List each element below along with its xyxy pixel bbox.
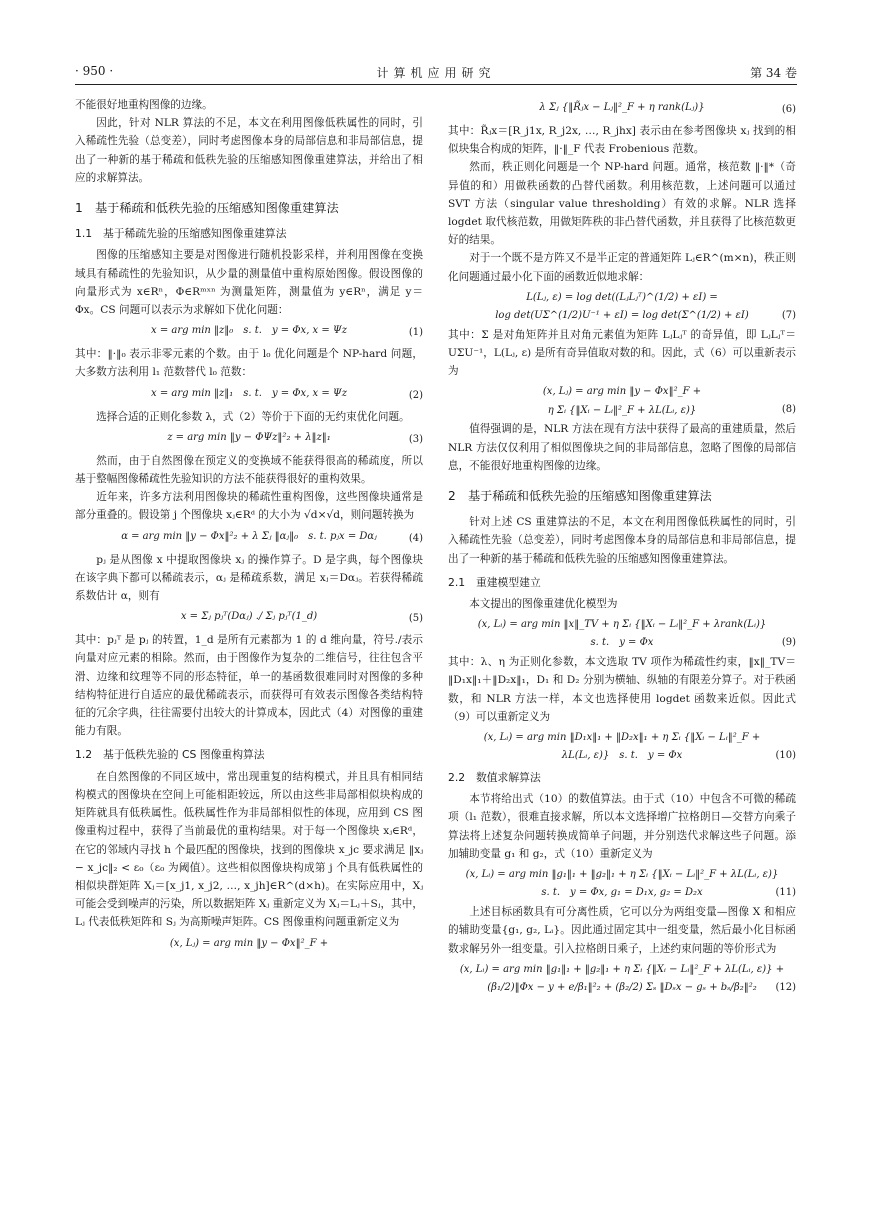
equation: z = arg min ‖y − ΦΨz‖²₂ + λ‖z‖₁ (3) — [75, 429, 423, 449]
equation: (x, Lᵢ) = arg min ‖x‖_TV + η Σᵢ {‖Xᵢ − Lᵢ‖²_F + λrank(Lᵢ)} s. t. y = Φx (9) — [448, 616, 796, 650]
equation: λ Σⱼ {‖R̃ⱼx − Lⱼ‖²_F + η rank(Lⱼ)} (6) — [448, 99, 796, 119]
equation-number: (9) — [781, 637, 796, 649]
left-column — [75, 96, 423, 958]
paragraph: 图像的压缩感知主要是对图像进行随机投影采样，并利用图像在变换域具有稀疏性的先验知识，从少量的测量值中重构原始图像。假设图像的向量形式为 x∈Rⁿ，Φ∈Rᵐˣⁿ 为测量矩阵，测量值为 y∈Rⁿ，满足 y＝Φx。CS 问题可以表示为求解如下优化问题： — [75, 249, 423, 317]
equation-number: (10) — [775, 750, 796, 762]
equation: (x, Lᵢ) = arg min ‖D₁x‖₁ + ‖D₂x‖₁ + η Σᵢ {‖Xᵢ − Lᵢ‖²_F + λL(Lᵢ, ε)} s. t. y = Φx (10) — [448, 729, 796, 763]
subsection-heading: 2.1 重建模型建立 — [448, 575, 541, 589]
paragraph: 选择合适的正则化参数 λ，式（2）等价于下面的无约束优化问题。 — [96, 410, 410, 423]
equation: x = arg min ‖z‖₁ s. t. y = Φx, x = Ψz (2) — [75, 385, 423, 405]
equation-number: (12) — [775, 981, 796, 993]
subsection-heading: 1.1 基于稀疏先验的压缩感知图像重建算法 — [75, 227, 287, 241]
paragraph: 其中：Σ 是对角矩阵并且对角元素值为矩阵 LⱼLⱼᵀ 的奇异值，即 LⱼLⱼᵀ＝UΣU⁻¹，L(Lⱼ, ε) 是所有奇异值取对数的和。因此，式（6）可以重新表示为 — [448, 328, 796, 378]
equation-number: (4) — [408, 532, 423, 544]
page-number: · 950 · — [75, 64, 114, 78]
equation-number: (5) — [408, 613, 423, 625]
paragraph: 然而，由于自然图像在预定义的变换域不能获得很高的稀疏度，所以基于整幅图像稀疏性先验知识的方法不能获得很好的重构效果。 — [75, 454, 423, 486]
equation: (x, Lᵢ) = arg min ‖g₁‖₁ + ‖g₂‖₁ + η Σᵢ {‖Xᵢ − Lᵢ‖²_F + λL(Lᵢ, ε)} + (β₁/2)‖Φx − y + e/β₁‖²₂ + (β₂/2) Σₛ ‖Dₛx − gₛ + bₛ/β₂‖²₂ (12) — [448, 961, 796, 995]
equation-number: (7) — [781, 309, 796, 321]
equation: (x, Lᵢ) = arg min ‖g₁‖₁ + ‖g₂‖₁ + η Σᵢ {‖Xᵢ − Lᵢ‖²_F + λL(Lᵢ, ε)} s. t. y = Φx, g₁ = D₁x, g₂ = D₂x (11) — [448, 866, 796, 900]
equation-number: (3) — [408, 433, 423, 445]
equation: (x, Lⱼ) = arg min ‖y − Φx‖²_F + — [169, 937, 329, 949]
equation: x = arg min ‖z‖₀ s. t. y = Φx, x = Ψz (1) — [75, 322, 423, 342]
subsection-heading: 1.2 基于低秩先验的 CS 图像重构算法 — [75, 748, 265, 762]
paragraph: 其中：pⱼᵀ 是 pⱼ 的转置，1_d 是所有元素都为 1 的 d 维向量，符号./表示向量对应元素的相除。然而，由于图像作为复杂的二维信号，往往包含平滑、边缘和纹理等不同的形态特征，单一的基函数很难同时对图像的多种结构特征进行自适应的最优稀疏表示，而获得可有效表示图像各类结构特征的冗余字典，往往需要付出较大的计算成本，因此式（4）对图像的重建能力有限。 — [75, 634, 423, 738]
paragraph: 其中：λ、η 为正则化参数，本文选取 TV 项作为稀疏性约束，‖x‖_TV＝‖D₁x‖₁＋‖D₂x‖₁，D₁ 和 D₂ 分别为横轴、纵轴的有限差分算子。对于秩函数，和 NLR 方法一样，本文也选择使用 logdet 函数来近似。因此式（9）可以重新定义为 — [448, 656, 796, 723]
paragraph: 不能很好地重构图像的边缘。 — [75, 99, 213, 111]
volume-label: 第 34 卷 — [750, 66, 797, 80]
journal-title: 计算机应用研究 — [376, 66, 496, 80]
right-column — [448, 96, 796, 998]
paragraph: 值得强调的是，NLR 方法在现有方法中获得了最高的重建质量，然后 NLR 方法仅仅利用了相似图像块之间的非局部信息，忽略了图像的局部信息，不能很好地重构图像的边缘。 — [448, 423, 796, 472]
equation: L(Lⱼ, ε) = log det((LⱼLⱼᵀ)^(1/2) + εI) = log det(UΣ^(1/2)U⁻¹ + εI) = log det(Σ^(1/2) + εI) (7) — [448, 289, 796, 323]
paragraph: 针对上述 CS 重建算法的不足，本文在利用图像低秩属性的同时，引入稀疏性先验（总变差），同时考虑图像本身的局部信息和非局部信息，提出了一种新的基于稀疏和低秩先验的压缩感知图像重建算法。 — [448, 516, 796, 565]
paragraph: 上述目标函数具有可分离性质，它可以分为两组变量—图像 X 和相应的辅助变量{g₁, g₂, Lᵢ}。因此通过固定其中一组变量，然后最小化目标函数求解另外一组变量。引入拉格朗日乘子，上述约束问题的等价形式为 — [448, 906, 796, 955]
paragraph: pⱼ 是从图像 x 中提取图像块 xⱼ 的操作算子。D 是字典，每个图像块在该字典下都可以稀疏表示，αⱼ 是稀疏系数，满足 xⱼ＝Dαⱼ。若获得稀疏系数估计 α，则有 — [75, 553, 423, 603]
paragraph: 其中：‖·‖₀ 表示非零元素的个数。由于 l₀ 优化问题是个 NP-hard 问题，大多数方法利用 l₁ 范数替代 l₀ 范数： — [75, 348, 423, 379]
equation: α = arg min ‖y − Φx‖²₂ + λ Σⱼ ‖αⱼ‖₀ s. t. pⱼx = Dαⱼ (4) — [75, 528, 423, 548]
paragraph: 近年来，许多方法利用图像块的稀疏性重构图像，这些图像块通常是部分重叠的。假设第 j 个图像块 xⱼ∈Rᵈ 的大小为 √d×√d，则问题转换为 — [75, 491, 423, 522]
section-heading: 2 基于稀疏和低秩先验的压缩感知图像重建算法 — [448, 489, 712, 504]
paragraph: 本节将给出式（10）的数值算法。由于式（10）中包含不可微的稀疏项（l₁ 范数），很难直接求解，所以本文选择增广拉格朗日—交替方向乘子算法将上述复杂问题转换成简单子问题，并分别迭代求解这些子问题。添加辅助变量 g₁ 和 g₂，式（10）重新定义为 — [448, 793, 796, 860]
equation-number: (1) — [408, 327, 423, 339]
section-heading: 1 基于稀疏和低秩先验的压缩感知图像重建算法 — [75, 201, 339, 216]
paragraph: 在自然图像的不同区域中，常出现重复的结构模式，并且具有相同结构模式的图像块在空间上可能相距较远，所以由这些非局部相似块构成的矩阵就具有低秩属性。低秩属性作为非局部相似性的体现，应用到 CS 图像重构过程中，获得了当前最优的重构结果。对于每一个图像块 xⱼ∈Rᵈ，在它的邻域内寻找 h 个最匹配的图像块，找到的图像块 x_jc 要求满足 ‖xⱼ − x_jc‖₂ < ε₀（ε₀ 为阈值）。这些相似图像块构成第 j 个具有低秩属性的相似块群矩阵 Xⱼ＝[x_j1, x_j2, …, x_jh]∈R^(d×h)。在实际应用中，Xⱼ 可能会受到噪声的污染，所以数据矩阵 Xⱼ 重新定义为 Xⱼ＝Lⱼ＋Sⱼ，其中，Lⱼ 代表低秩矩阵和 Sⱼ 为高斯噪声矩阵。CS 图像重构问题重新定义为 — [75, 770, 423, 929]
equation: x = Σⱼ pⱼᵀ(Dαⱼ) ./ Σⱼ pⱼᵀ(1_d) (5) — [75, 608, 423, 628]
paragraph: 因此，针对 NLR 算法的不足，本文在利用图像低秩属性的同时，引入稀疏性先验（总变差），同时考虑图像本身的局部信息和非局部信息，提出了一种新的基于稀疏和低秩先验的压缩感知图像重建算法，并给出了相应的求解算法。 — [75, 117, 423, 184]
paragraph: 对于一个既不是方阵又不是半正定的普通矩阵 Lⱼ∈R^(m×n)，秩正则化问题通过最小化下面的函数近似地求解： — [448, 252, 796, 283]
paragraph: 其中：R̃ⱼx＝[R_j1x, R_j2x, …, R_jhx] 表示由在参考图像块 xⱼ 找到的相似块集合构成的矩阵，‖·‖_F 代表 Frobenious 范数。 — [448, 125, 796, 156]
subsection-heading: 2.2 数值求解算法 — [448, 771, 541, 785]
paragraph: 然而，秩正则化问题是一个 NP-hard 问题。通常，核范数 ‖·‖*（奇异值的和）用做秩函数的凸替代函数。利用核范数，上述问题可以通过 SVT 方法（singular value thresholding）有效的求解。NLR 选择 logdet 取代核范数，用做矩阵秩的非凸替代函数，并且获得了比核范数更好的结果。 — [448, 161, 796, 247]
running-header — [75, 62, 797, 85]
equation-number: (6) — [781, 104, 796, 115]
paragraph: 本文提出的图像重建优化模型为 — [469, 598, 618, 611]
equation-number: (2) — [408, 389, 423, 401]
equation-number: (11) — [775, 887, 796, 899]
equation: (x, Lⱼ) = arg min ‖y − Φx‖²_F + η Σᵢ {‖Xᵢ − Lᵢ‖²_F + λL(Lᵢ, ε)} (8) — [448, 383, 796, 417]
equation-number: (8) — [781, 404, 796, 416]
